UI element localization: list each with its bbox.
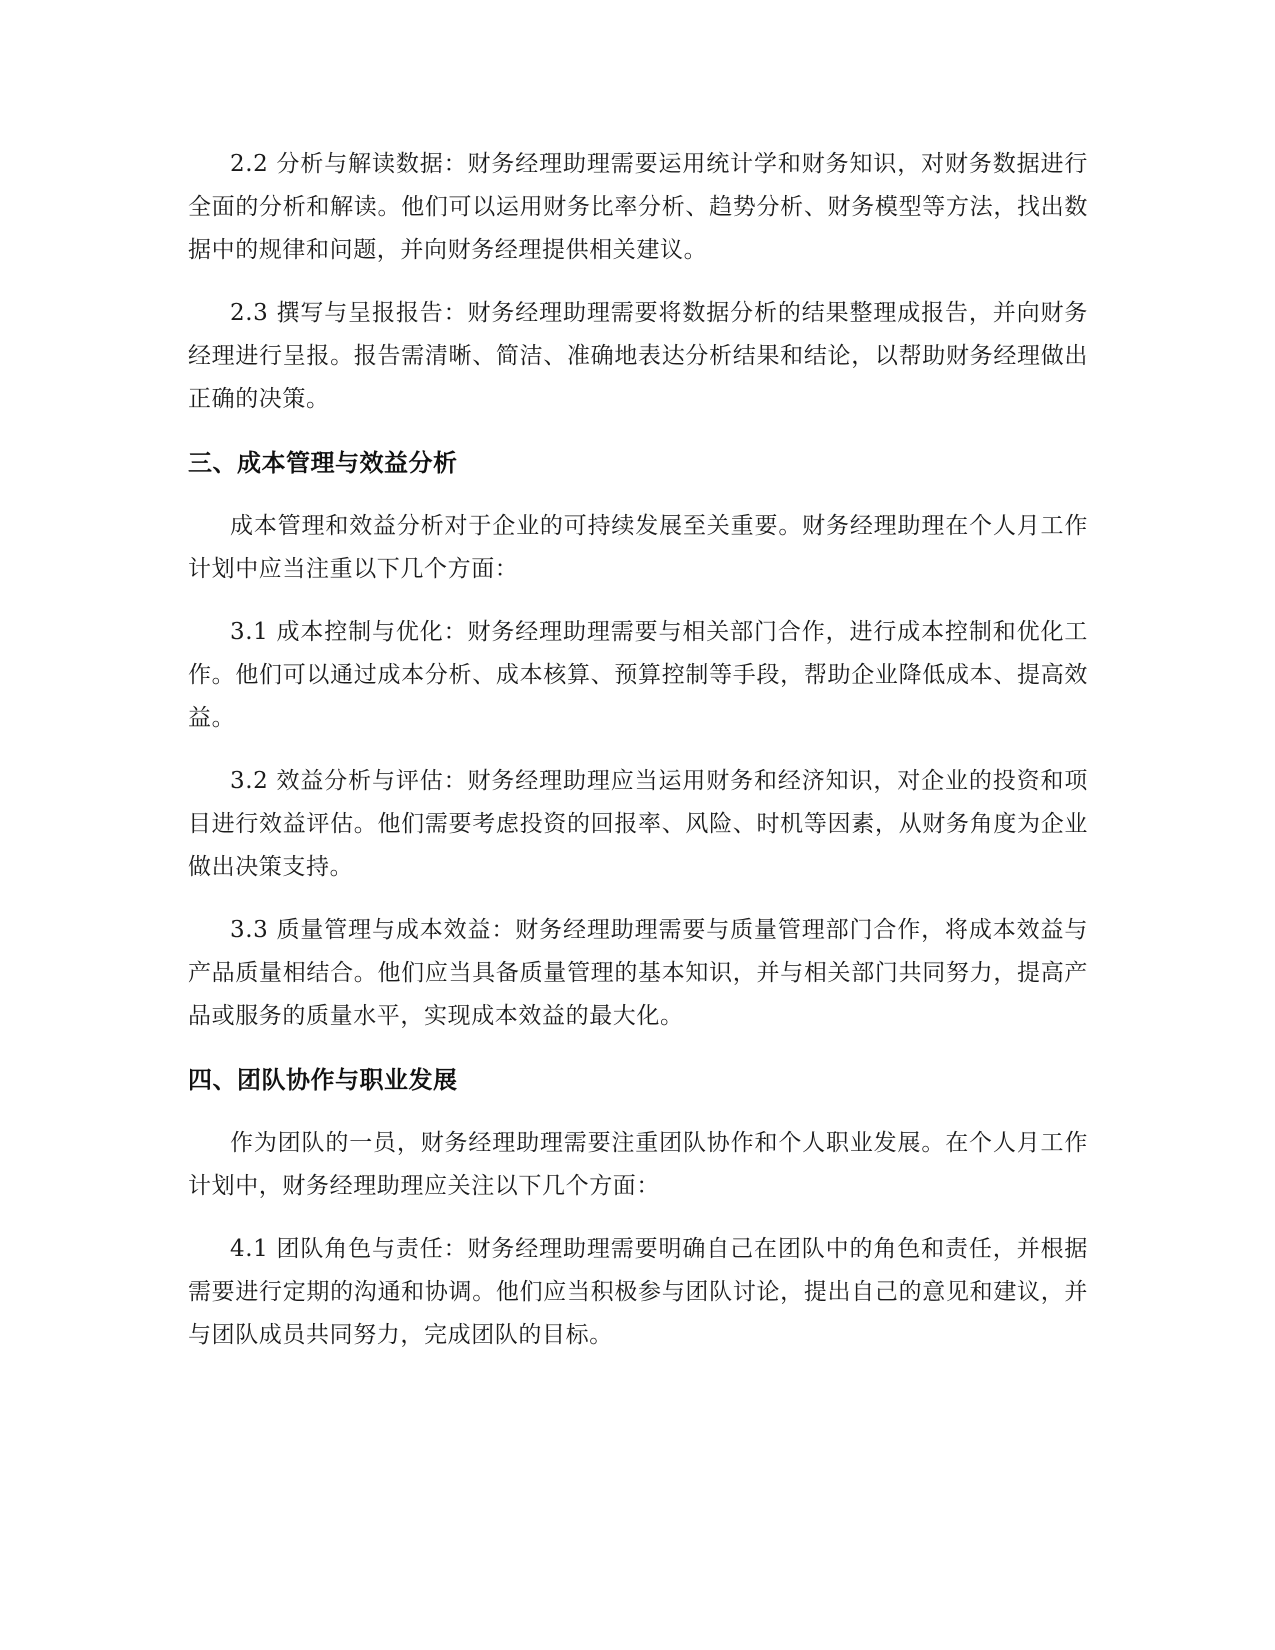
section-heading-4: 四、团队协作与职业发展 bbox=[188, 1066, 458, 1094]
paragraph-4-1: 4.1 团队角色与责任：财务经理助理需要明确自己在团队中的角色和责任，并根据需要进行定期的沟通和协调。他们应当积极参与团队讨论，提出自己的意见和建议，并与团队成员共同努力，完成团队的目标。 bbox=[188, 1236, 1088, 1348]
paragraph-2-2: 2.2 分析与解读数据：财务经理助理需要运用统计学和财务知识，对财务数据进行全面的分析和解读。他们可以运用财务比率分析、趋势分析、财务模型等方法，找出数据中的规律和问题，并向财务经理提供相关建议。 bbox=[188, 151, 1088, 263]
paragraph-3-1: 3.1 成本控制与优化：财务经理助理需要与相关部门合作，进行成本控制和优化工作。他们可以通过成本分析、成本核算、预算控制等手段，帮助企业降低成本、提高效益。 bbox=[188, 619, 1088, 731]
document-body bbox=[188, 143, 1088, 1377]
paragraph-3-intro: 成本管理和效益分析对于企业的可持续发展至关重要。财务经理助理在个人月工作计划中应当注重以下几个方面： bbox=[188, 513, 1088, 582]
paragraph-3-2: 3.2 效益分析与评估：财务经理助理应当运用财务和经济知识，对企业的投资和项目进行效益评估。他们需要考虑投资的回报率、风险、时机等因素，从财务角度为企业做出决策支持。 bbox=[188, 768, 1088, 880]
paragraph-4-intro: 作为团队的一员，财务经理助理需要注重团队协作和个人职业发展。在个人月工作计划中，财务经理助理应关注以下几个方面： bbox=[188, 1130, 1088, 1199]
paragraph-2-3: 2.3 撰写与呈报报告：财务经理助理需要将数据分析的结果整理成报告，并向财务经理进行呈报。报告需清晰、简洁、准确地表达分析结果和结论，以帮助财务经理做出正确的决策。 bbox=[188, 300, 1088, 412]
paragraph-3-3: 3.3 质量管理与成本效益：财务经理助理需要与质量管理部门合作，将成本效益与产品质量相结合。他们应当具备质量管理的基本知识，并与相关部门共同努力，提高产品或服务的质量水平，实现成本效益的最大化。 bbox=[188, 917, 1088, 1029]
section-heading-3: 三、成本管理与效益分析 bbox=[188, 449, 458, 477]
